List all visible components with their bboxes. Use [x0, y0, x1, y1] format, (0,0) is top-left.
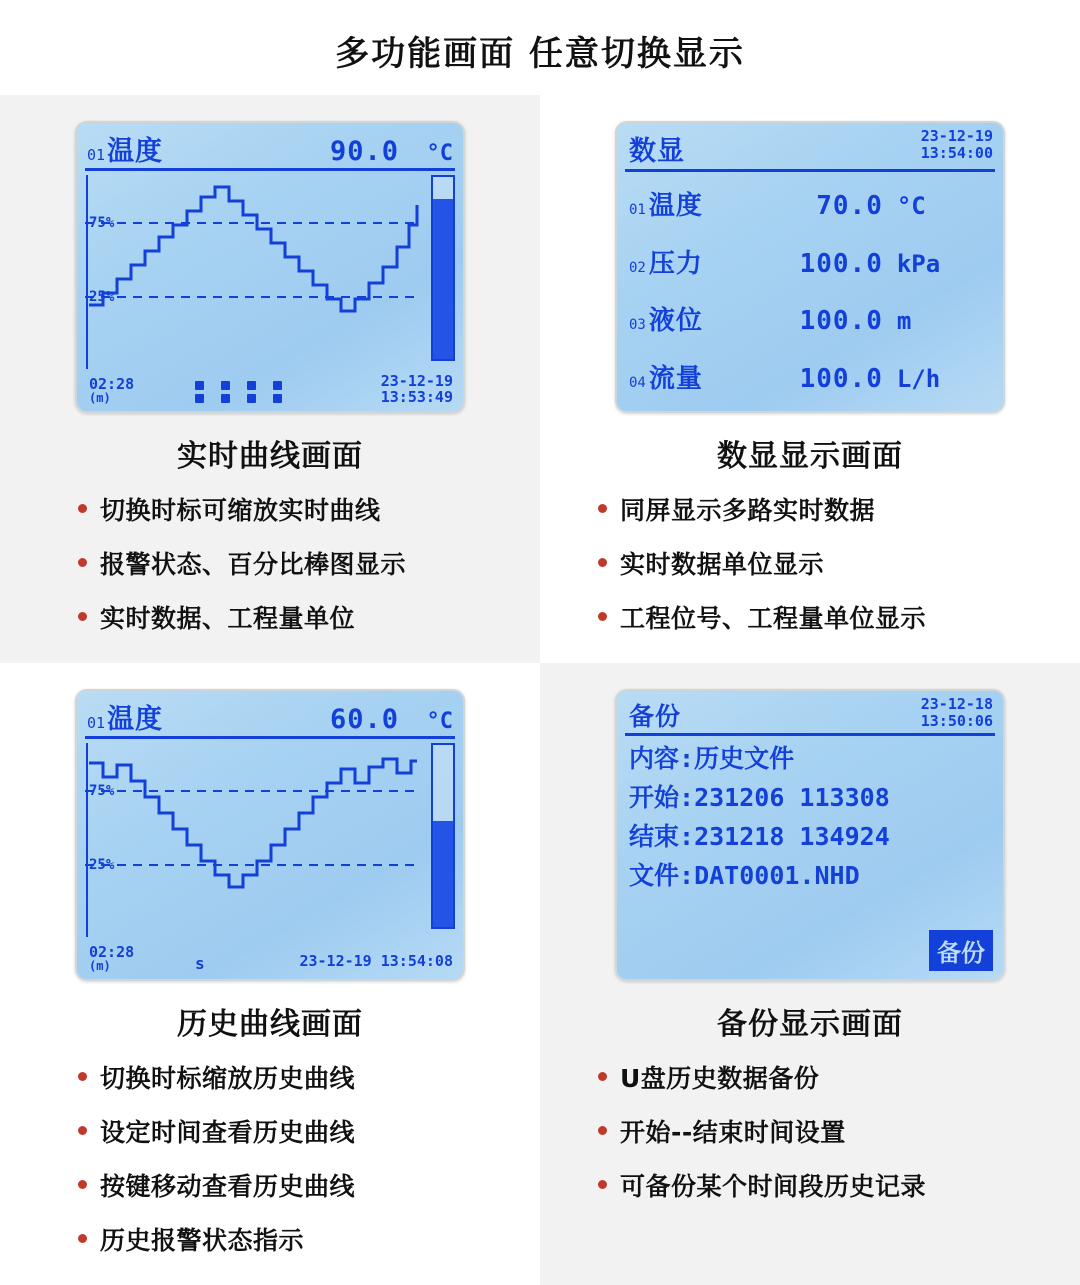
channel-value: 70.0 — [816, 191, 883, 222]
curve-plot-area — [85, 175, 455, 365]
feature-item: 设定时间查看历史曲线 — [78, 1113, 355, 1149]
panel-grid — [0, 95, 1080, 1255]
axis-label-75: 75% — [89, 783, 115, 799]
alarm-dot — [247, 381, 256, 390]
field-label: 结束 — [629, 822, 680, 851]
channel-index: 02 — [629, 259, 646, 276]
feature-item: 按键移动查看历史曲线 — [78, 1167, 355, 1203]
backup-field-row[interactable] — [629, 778, 993, 814]
channel-unit: L/h — [896, 364, 941, 393]
datetime-readout — [921, 128, 993, 162]
panel-caption: 历史曲线画面 — [177, 1007, 363, 1042]
time-value: 13:50:06 — [920, 712, 993, 730]
lcd-screen-history-curve[interactable] — [75, 689, 465, 981]
percent-bar-fill — [433, 821, 453, 927]
axis-label-75: 75% — [89, 215, 115, 231]
percent-bar-graph — [431, 743, 455, 929]
feature-list — [24, 1059, 355, 1275]
feature-item: 切换时标可缩放实时曲线 — [78, 491, 406, 527]
channel-index: 03 — [629, 317, 646, 334]
alarm-dot — [221, 381, 230, 390]
header-divider — [85, 168, 455, 171]
tag-unit: °C — [426, 141, 453, 166]
datetime-readout — [921, 696, 993, 730]
tag-name: 温度 — [107, 704, 164, 735]
channel-name: 流量 — [648, 363, 703, 394]
backup-field-list — [629, 739, 993, 895]
tag-value: 90.0 — [329, 136, 399, 167]
screen-title: 数显 — [629, 136, 685, 167]
feature-list — [24, 491, 406, 653]
channel-row — [629, 243, 993, 280]
channel-value: 100.0 — [799, 248, 883, 279]
time-span-value: 02:28 — [89, 943, 135, 961]
alarm-dot — [195, 394, 204, 403]
time-value: 13:53:49 — [380, 388, 453, 406]
curve-svg — [85, 175, 425, 369]
feature-item: 同屏显示多路实时数据 — [598, 491, 926, 527]
time-span-unit: (m) — [89, 391, 111, 405]
channel-name: 压力 — [648, 248, 703, 279]
backup-button[interactable]: 备份 — [929, 930, 993, 971]
lcd-screen-digital-display[interactable] — [615, 121, 1005, 413]
panel-caption: 备份显示画面 — [717, 1007, 903, 1042]
header-divider — [625, 733, 995, 736]
field-label: 文件 — [629, 861, 680, 890]
field-label: 内容 — [629, 744, 680, 773]
feature-item: 报警状态、百分比棒图显示 — [78, 545, 406, 581]
panel-caption: 数显显示画面 — [717, 439, 903, 474]
field-colon: : — [679, 861, 695, 890]
axis-label-25: 25% — [89, 857, 115, 873]
feature-item: 可备份某个时间段历史记录 — [598, 1167, 926, 1203]
field-colon: : — [679, 783, 695, 812]
tag-unit: °C — [426, 709, 453, 734]
lcd-header — [87, 697, 453, 736]
date-value: 23-12-19 — [920, 127, 993, 145]
cursor-marker: s — [195, 954, 205, 973]
panel-backup-display — [540, 663, 1080, 1285]
channel-unit: kPa — [896, 249, 941, 278]
screen-title: 备份 — [629, 702, 682, 731]
panel-caption: 实时曲线画面 — [177, 439, 363, 474]
lcd-header — [87, 129, 453, 168]
channel-index: 01 — [629, 202, 646, 219]
feature-item: 开始--结束时间设置 — [598, 1113, 926, 1149]
channel-value: 100.0 — [799, 363, 883, 394]
feature-list — [564, 491, 926, 653]
channel-unit: °C — [896, 192, 926, 221]
field-value: 231206 113308 — [694, 783, 890, 812]
channel-name: 温度 — [648, 191, 703, 222]
channel-unit: m — [896, 307, 912, 336]
date-value: 23-12-19 — [380, 372, 453, 390]
alarm-dot — [221, 394, 230, 403]
field-value: 历史文件 — [694, 744, 795, 773]
panel-digital-display — [540, 95, 1080, 663]
feature-item: U盘历史数据备份 — [598, 1059, 926, 1095]
lcd-screen-realtime-curve[interactable] — [75, 121, 465, 413]
tag-value: 60.0 — [329, 704, 399, 735]
date-value: 23-12-18 — [920, 695, 993, 713]
percent-bar-graph — [431, 175, 455, 361]
percent-bar-fill — [433, 199, 453, 359]
alarm-dot — [247, 394, 256, 403]
curve-plot-area — [85, 743, 455, 933]
feature-list — [564, 1059, 926, 1221]
feature-item: 历史报警状态指示 — [78, 1221, 355, 1257]
time-span-label — [89, 945, 134, 973]
header-divider — [85, 736, 455, 739]
time-span-label — [89, 377, 134, 405]
channel-index: 04 — [629, 374, 646, 391]
feature-item: 工程位号、工程量单位显示 — [598, 599, 926, 635]
channel-row — [629, 300, 993, 337]
tag-number: 01 — [87, 714, 106, 732]
alarm-dot — [273, 381, 282, 390]
datetime-readout — [381, 373, 453, 405]
channel-list — [629, 175, 993, 405]
alarm-dot — [195, 381, 204, 390]
alarm-status-dots — [195, 381, 289, 403]
feature-item: 实时数据、工程量单位 — [78, 599, 406, 635]
field-value: 231218 134924 — [694, 822, 890, 851]
field-value: DAT0001.NHD — [694, 861, 860, 890]
page-title: 多功能画面 任意切换显示 — [335, 34, 745, 74]
curve-svg — [85, 743, 425, 937]
feature-item: 切换时标缩放历史曲线 — [78, 1059, 355, 1095]
backup-field-row[interactable] — [629, 817, 993, 853]
field-label: 开始 — [629, 783, 680, 812]
lcd-screen-backup[interactable] — [615, 689, 1005, 981]
tag-number: 01 — [87, 146, 106, 164]
channel-value: 100.0 — [799, 306, 883, 337]
channel-row — [629, 358, 993, 395]
tag-name: 温度 — [107, 136, 164, 167]
alarm-dot — [273, 394, 282, 403]
header-divider — [625, 169, 995, 172]
feature-item: 实时数据单位显示 — [598, 545, 926, 581]
backup-field-row[interactable] — [629, 739, 993, 775]
field-colon: : — [679, 744, 695, 773]
backup-field-row[interactable] — [629, 856, 993, 892]
channel-row — [629, 185, 993, 222]
channel-name: 液位 — [648, 306, 703, 337]
time-span-value: 02:28 — [89, 375, 135, 393]
panel-realtime-curve — [0, 95, 540, 663]
axis-label-25: 25% — [89, 289, 115, 305]
datetime-readout: 23-12-19 13:54:08 — [299, 952, 453, 970]
time-span-unit: (m) — [89, 959, 111, 973]
field-colon: : — [679, 822, 695, 851]
panel-history-curve — [0, 663, 540, 1285]
time-value: 13:54:00 — [920, 144, 993, 162]
